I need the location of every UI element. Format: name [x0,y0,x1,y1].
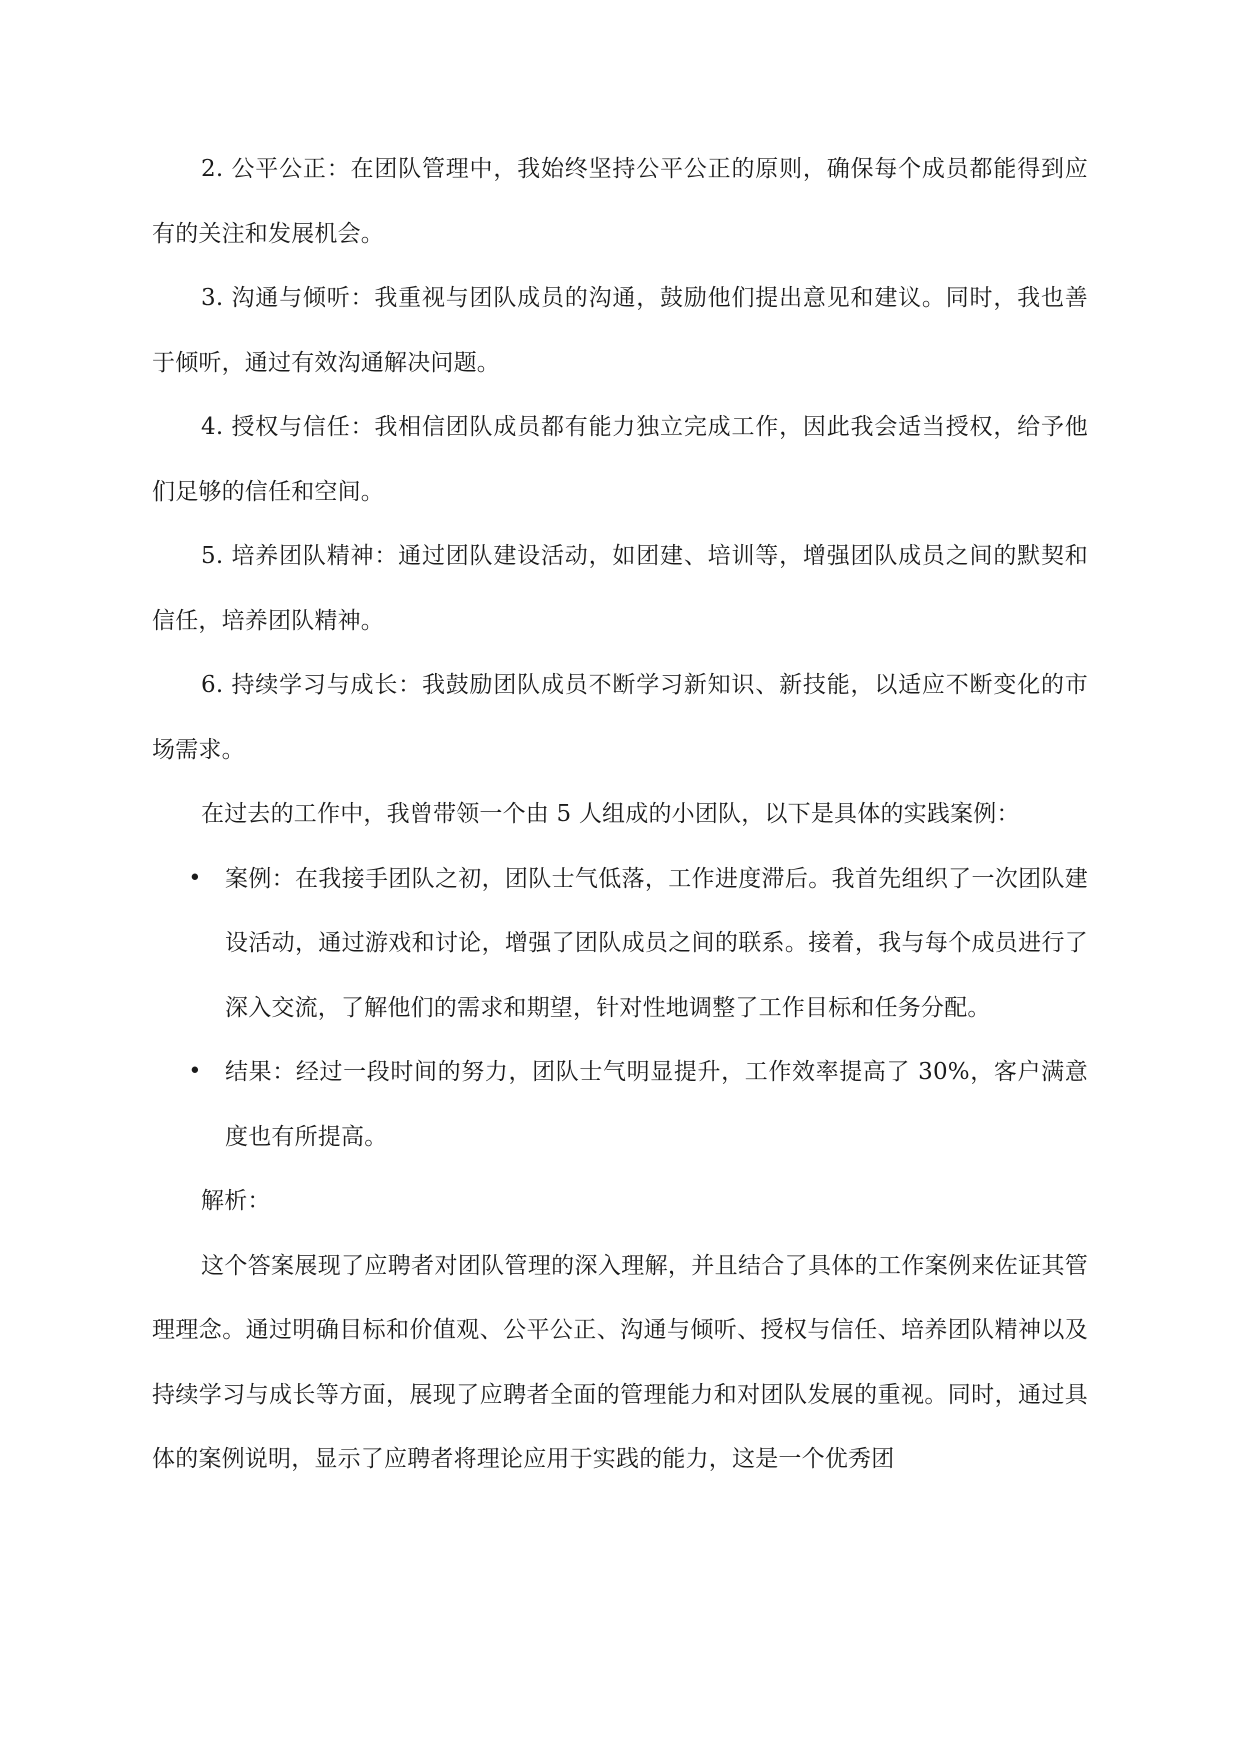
paragraph-fairness: 2. 公平公正：在团队管理中，我始终坚持公平公正的原则，确保每个成员都能得到应有的关注和发展机会。 [152,156,1088,247]
bullet-text-case: 案例：在我接手团队之初，团队士气低落，工作进度滞后。我首先组织了一次团队建设活动，通过游戏和讨论，增强了团队成员之间的联系。接着，我与每个成员进行了深入交流，了解他们的需求和期望，针对性地调整了工作目标和任务分配。 [225,865,1088,1021]
bullet-icon: • [188,865,202,891]
paragraph-delegation: 4. 授权与信任：我相信团队成员都有能力独立完成工作，因此我会适当授权，给予他们足够的信任和空间。 [152,414,1088,505]
paragraph-team-spirit: 5. 培养团队精神：通过团队建设活动，如团建、培训等，增强团队成员之间的默契和信任，培养团队精神。 [152,543,1088,634]
analysis-paragraph: 这个答案展现了应聘者对团队管理的深入理解，并且结合了具体的工作案例来佐证其管理理念。通过明确目标和价值观、公平公正、沟通与倾听、授权与信任、培养团队精神以及持续学习与成长等方面，展现了应聘者全面的管理能力和对团队发展的重视。同时，通过具体的案例说明，显示了应聘者将理论应用于实践的能力，这是一个优秀团 [152,1252,1088,1472]
paragraph-learning: 6. 持续学习与成长：我鼓励团队成员不断学习新知识、新技能，以适应不断变化的市场需求。 [152,672,1088,763]
bullet-item-case [188,847,1088,1041]
analysis-heading: 解析： [201,1188,271,1214]
bullet-item-result [188,1040,1088,1169]
bullet-text-result: 结果：经过一段时间的努力，团队士气明显提升，工作效率提高了 30%，客户满意度也有所提高。 [225,1059,1088,1150]
document-body [152,137,1088,1492]
bullet-icon: • [188,1059,202,1084]
case-bullet-list [152,847,1088,1170]
paragraph-case-intro: 在过去的工作中，我曾带领一个由 5 人组成的小团队，以下是具体的实践案例： [201,801,1020,827]
paragraph-communication: 3. 沟通与倾听：我重视与团队成员的沟通，鼓励他们提出意见和建议。同时，我也善于倾听，通过有效沟通解决问题。 [152,285,1088,376]
